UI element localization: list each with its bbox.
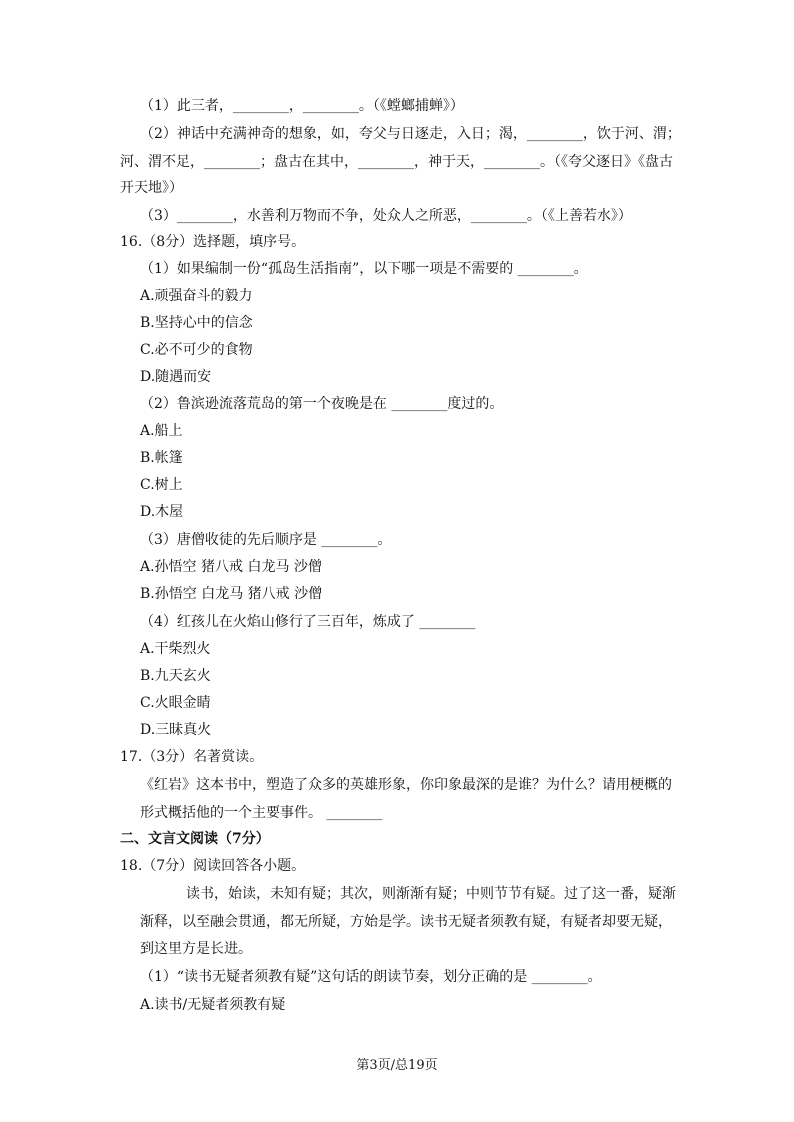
q18-passage-line-2: 渐释，以至融会贯通，都无所疑，方始是学。读书无疑者须教有疑，有疑者却要无疑，	[140, 914, 672, 930]
q17-heading: 17.（3分）名著赏读。	[120, 749, 264, 765]
page-number: 第3页/总19页	[356, 1058, 438, 1073]
q16-1-option-d: D.随遇而安	[140, 369, 212, 385]
q15-3-line: （3）________，水善利万物而不争，处众人之所恶，________。（《上善若水》）	[140, 208, 632, 224]
q16-2-option-a: A.船上	[140, 423, 183, 439]
q17-prompt-b: 形式概括他的一个主要事件。 ________	[140, 805, 383, 821]
q15-1-line: （1）此三者，________，________。（《螳螂捕蝉》）	[140, 98, 464, 114]
q16-3-option-b: B.孙悟空 白龙马 猪八戒 沙僧	[140, 586, 323, 602]
q16-2-option-b: B.帐篷	[140, 450, 183, 466]
q16-4-option-a: A.干柴烈火	[140, 641, 211, 657]
q16-1-option-a: A.顽强奋斗的毅力	[140, 288, 253, 304]
q18-heading: 18.（7分）阅读回答各小题。	[120, 858, 306, 874]
q15-2-line-c: 开天地》）	[120, 180, 183, 196]
q18-1-question: （1）“读书无疑者须教有疑”这句话的朗读节奏，划分正确的是 ________。	[140, 969, 602, 985]
q16-4-option-d: D.三昧真火	[140, 722, 212, 738]
q18-passage-line-3: 到这里方是长进。	[140, 941, 252, 957]
q17-prompt-a: 《红岩》这本书中，塑造了众多的英雄形象，你印象最深的是谁？为什么？请用梗概的	[140, 777, 672, 793]
q18-1-option-a: A.读书/无疑者须教有疑	[140, 997, 286, 1013]
q16-4-option-b: B.九天玄火	[140, 668, 211, 684]
q15-2-line-b: 河、渭不足，________；盘古在其中，________，神于天，________。（《夸父逐日》《盘古	[120, 154, 673, 170]
section-2-heading: 二、文言文阅读（7分）	[120, 831, 270, 847]
q16-1-option-c: C.必不可少的食物	[140, 342, 253, 358]
q15-2-line-a: （2）神话中充满神奇的想象，如，夸父与日逐走，入日；渴，________，饮于河、渭；	[140, 126, 681, 142]
q16-4-option-c: C.火眼金睛	[140, 695, 211, 711]
q16-3-question: （3）唐僧收徒的先后顺序是 ________。	[140, 532, 392, 548]
q16-4-question: （4）红孩儿在火焰山修行了三百年，炼成了 ________	[140, 614, 476, 630]
q16-heading: 16.（8分）选择题，填序号。	[120, 234, 306, 250]
q16-3-option-a: A.孙悟空 猪八戒 白龙马 沙僧	[140, 559, 322, 575]
q16-2-option-c: C.树上	[140, 477, 183, 493]
q16-1-question: （1）如果编制一份“孤岛生活指南”，以下哪一项是不需要的 ________。	[140, 261, 588, 277]
q16-1-option-b: B.坚持心中的信念	[140, 315, 253, 331]
q16-2-option-d: D.木屋	[140, 504, 184, 520]
q16-2-question: （2）鲁滨逊流落荒岛的第一个夜晚是在 ________度过的。	[140, 396, 504, 412]
q18-passage-line-1: 读书，始读，未知有疑；其次，则渐渐有疑；中则节节有疑。过了这一番，疑渐	[186, 886, 676, 902]
